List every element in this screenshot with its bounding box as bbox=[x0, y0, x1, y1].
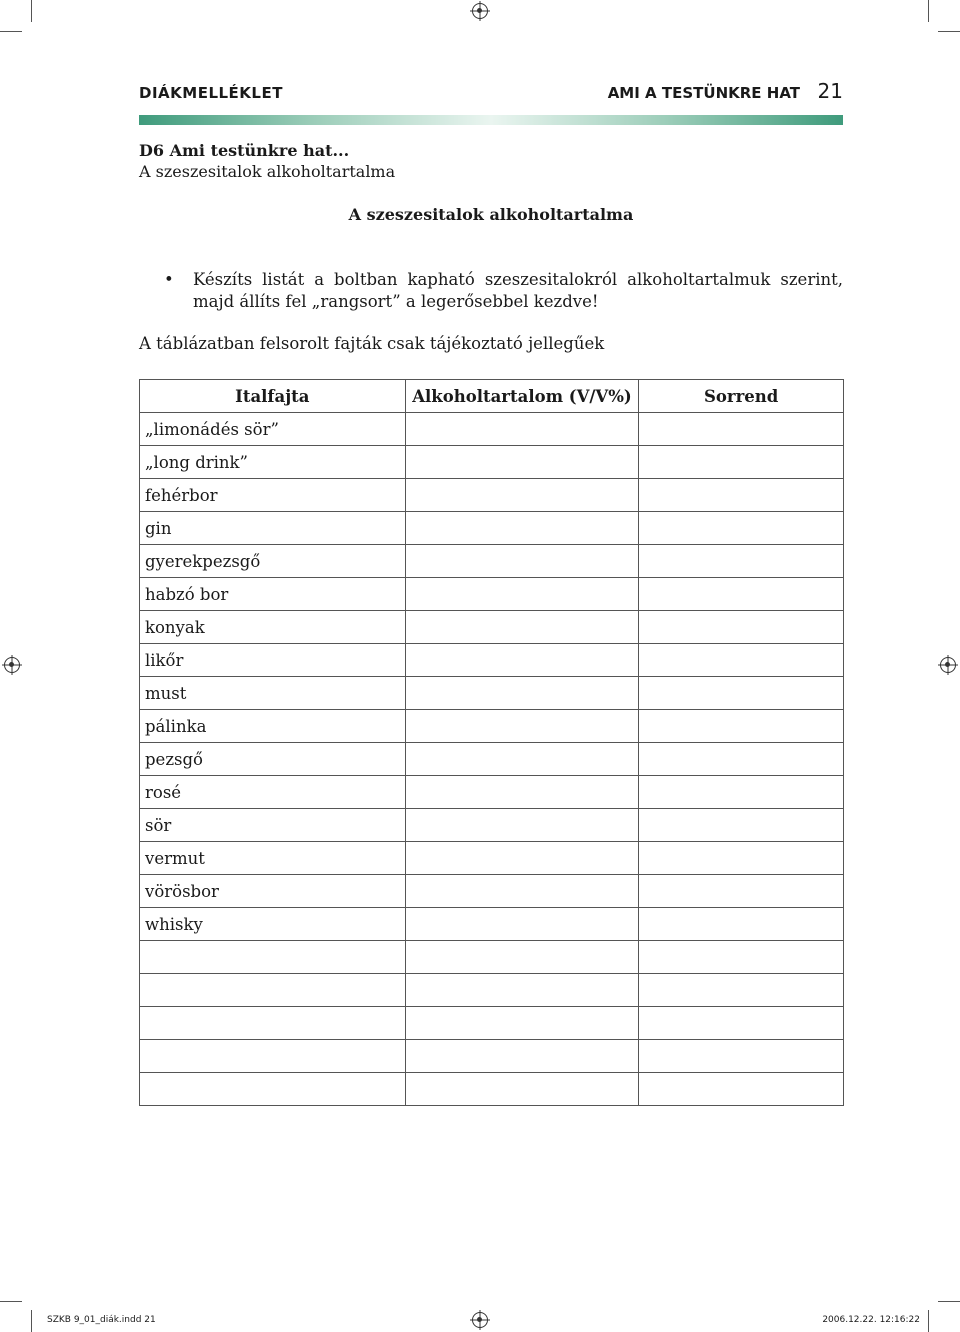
footer-timestamp: 2006.12.22. 12:16:22 bbox=[822, 1315, 920, 1325]
alcohol-content-cell[interactable] bbox=[405, 545, 639, 578]
page-subtitle: A szeszesitalok alkoholtartalma bbox=[139, 162, 396, 181]
drink-name-cell: vörösbor bbox=[140, 875, 406, 908]
rank-cell[interactable] bbox=[639, 545, 844, 578]
rank-cell[interactable] bbox=[639, 578, 844, 611]
alcohol-content-cell[interactable] bbox=[405, 809, 639, 842]
drink-name-cell: sör bbox=[140, 809, 406, 842]
table-row bbox=[140, 611, 844, 644]
table-row bbox=[140, 644, 844, 677]
crop-mark bbox=[0, 31, 22, 32]
alcohol-content-cell[interactable] bbox=[405, 512, 639, 545]
drink-name-cell bbox=[140, 974, 406, 1007]
bullet-icon: • bbox=[164, 270, 174, 289]
rank-cell[interactable] bbox=[639, 875, 844, 908]
table-row bbox=[140, 776, 844, 809]
rank-cell[interactable] bbox=[639, 512, 844, 545]
alcohol-content-cell[interactable] bbox=[405, 1040, 639, 1073]
alcohol-content-cell[interactable] bbox=[405, 413, 639, 446]
drink-name-cell bbox=[140, 1040, 406, 1073]
table-row bbox=[140, 677, 844, 710]
drink-name-cell bbox=[140, 1007, 406, 1040]
rank-cell[interactable] bbox=[639, 974, 844, 1007]
alcohol-content-cell[interactable] bbox=[405, 644, 639, 677]
table-row bbox=[140, 1073, 844, 1106]
drink-name-cell: „limonádés sör” bbox=[140, 413, 406, 446]
drink-name-cell: whisky bbox=[140, 908, 406, 941]
alcohol-content-cell[interactable] bbox=[405, 611, 639, 644]
drink-name-cell: must bbox=[140, 677, 406, 710]
rank-cell[interactable] bbox=[639, 611, 844, 644]
table-note: A táblázatban felsorolt fajták csak tájékoztató jellegűek bbox=[139, 334, 605, 353]
drinks-table bbox=[139, 379, 844, 1106]
alcohol-content-cell[interactable] bbox=[405, 974, 639, 1007]
alcohol-content-cell[interactable] bbox=[405, 875, 639, 908]
section-title: A szeszesitalok alkoholtartalma bbox=[348, 205, 634, 224]
alcohol-content-cell[interactable] bbox=[405, 677, 639, 710]
alcohol-content-cell[interactable] bbox=[405, 479, 639, 512]
table-row bbox=[140, 479, 844, 512]
alcohol-content-cell[interactable] bbox=[405, 1007, 639, 1040]
table-row bbox=[140, 1040, 844, 1073]
rank-cell[interactable] bbox=[639, 941, 844, 974]
alcohol-content-cell[interactable] bbox=[405, 446, 639, 479]
rank-cell[interactable] bbox=[639, 743, 844, 776]
alcohol-content-cell[interactable] bbox=[405, 578, 639, 611]
table-row bbox=[140, 545, 844, 578]
registration-mark-icon bbox=[472, 1312, 488, 1328]
page-number: 21 bbox=[817, 79, 843, 103]
header-left: DIÁKMELLÉKLET bbox=[139, 84, 283, 102]
table-row bbox=[140, 710, 844, 743]
table-row bbox=[140, 908, 844, 941]
rank-cell[interactable] bbox=[639, 842, 844, 875]
table-row bbox=[140, 413, 844, 446]
crop-mark bbox=[31, 0, 32, 22]
alcohol-content-cell[interactable] bbox=[405, 743, 639, 776]
rank-cell[interactable] bbox=[639, 710, 844, 743]
table-row bbox=[140, 512, 844, 545]
registration-mark-icon bbox=[4, 657, 20, 673]
drink-name-cell bbox=[140, 941, 406, 974]
alcohol-content-cell[interactable] bbox=[405, 941, 639, 974]
header-right: AMI A TESTÜNKRE HAT bbox=[607, 84, 800, 102]
drink-name-cell: likőr bbox=[140, 644, 406, 677]
rank-cell[interactable] bbox=[639, 479, 844, 512]
table-row bbox=[140, 578, 844, 611]
drink-name-cell: konyak bbox=[140, 611, 406, 644]
column-header: Italfajta bbox=[140, 380, 406, 413]
page-header bbox=[139, 79, 843, 106]
rank-cell[interactable] bbox=[639, 1073, 844, 1106]
drink-name-cell: fehérbor bbox=[140, 479, 406, 512]
rank-cell[interactable] bbox=[639, 446, 844, 479]
crop-mark bbox=[928, 1310, 929, 1332]
rank-cell[interactable] bbox=[639, 1007, 844, 1040]
footer-file-info: SZKB 9_01_diák.indd 21 bbox=[47, 1315, 156, 1325]
crop-mark bbox=[31, 1310, 32, 1332]
instruction-text: Készíts listát a boltban kapható szeszesitalokról alkoholtartalmuk szerint, majd állíts fel „rangsort” a legerősebbel kezdve! bbox=[193, 270, 843, 311]
table-row bbox=[140, 941, 844, 974]
crop-mark bbox=[938, 31, 960, 32]
header-band bbox=[139, 115, 843, 125]
table-row bbox=[140, 743, 844, 776]
rank-cell[interactable] bbox=[639, 677, 844, 710]
instruction bbox=[164, 269, 843, 313]
drink-name-cell: vermut bbox=[140, 842, 406, 875]
registration-mark-icon bbox=[940, 657, 956, 673]
column-header: Alkoholtartalom (V/V%) bbox=[405, 380, 639, 413]
table-row bbox=[140, 974, 844, 1007]
table-row bbox=[140, 1007, 844, 1040]
crop-mark bbox=[938, 1301, 960, 1302]
table-row bbox=[140, 875, 844, 908]
drink-name-cell: pezsgő bbox=[140, 743, 406, 776]
page-title: D6 Ami testünkre hat... bbox=[139, 141, 350, 160]
rank-cell[interactable] bbox=[639, 1040, 844, 1073]
alcohol-content-cell[interactable] bbox=[405, 710, 639, 743]
rank-cell[interactable] bbox=[639, 908, 844, 941]
table-header-row bbox=[140, 380, 844, 413]
table-row bbox=[140, 842, 844, 875]
rank-cell[interactable] bbox=[639, 644, 844, 677]
rank-cell[interactable] bbox=[639, 413, 844, 446]
rank-cell[interactable] bbox=[639, 776, 844, 809]
alcohol-content-cell[interactable] bbox=[405, 1073, 639, 1106]
registration-mark-icon bbox=[472, 3, 488, 19]
drink-name-cell: habzó bor bbox=[140, 578, 406, 611]
drink-name-cell: rosé bbox=[140, 776, 406, 809]
table-row bbox=[140, 809, 844, 842]
column-header: Sorrend bbox=[639, 380, 844, 413]
crop-mark bbox=[0, 1301, 22, 1302]
alcohol-content-cell[interactable] bbox=[405, 908, 639, 941]
drink-name-cell: „long drink” bbox=[140, 446, 406, 479]
table-row bbox=[140, 446, 844, 479]
crop-mark bbox=[928, 0, 929, 22]
drink-name-cell bbox=[140, 1073, 406, 1106]
alcohol-content-cell[interactable] bbox=[405, 776, 639, 809]
drink-name-cell: pálinka bbox=[140, 710, 406, 743]
drink-name-cell: gin bbox=[140, 512, 406, 545]
drink-name-cell: gyerekpezsgő bbox=[140, 545, 406, 578]
alcohol-content-cell[interactable] bbox=[405, 842, 639, 875]
rank-cell[interactable] bbox=[639, 809, 844, 842]
